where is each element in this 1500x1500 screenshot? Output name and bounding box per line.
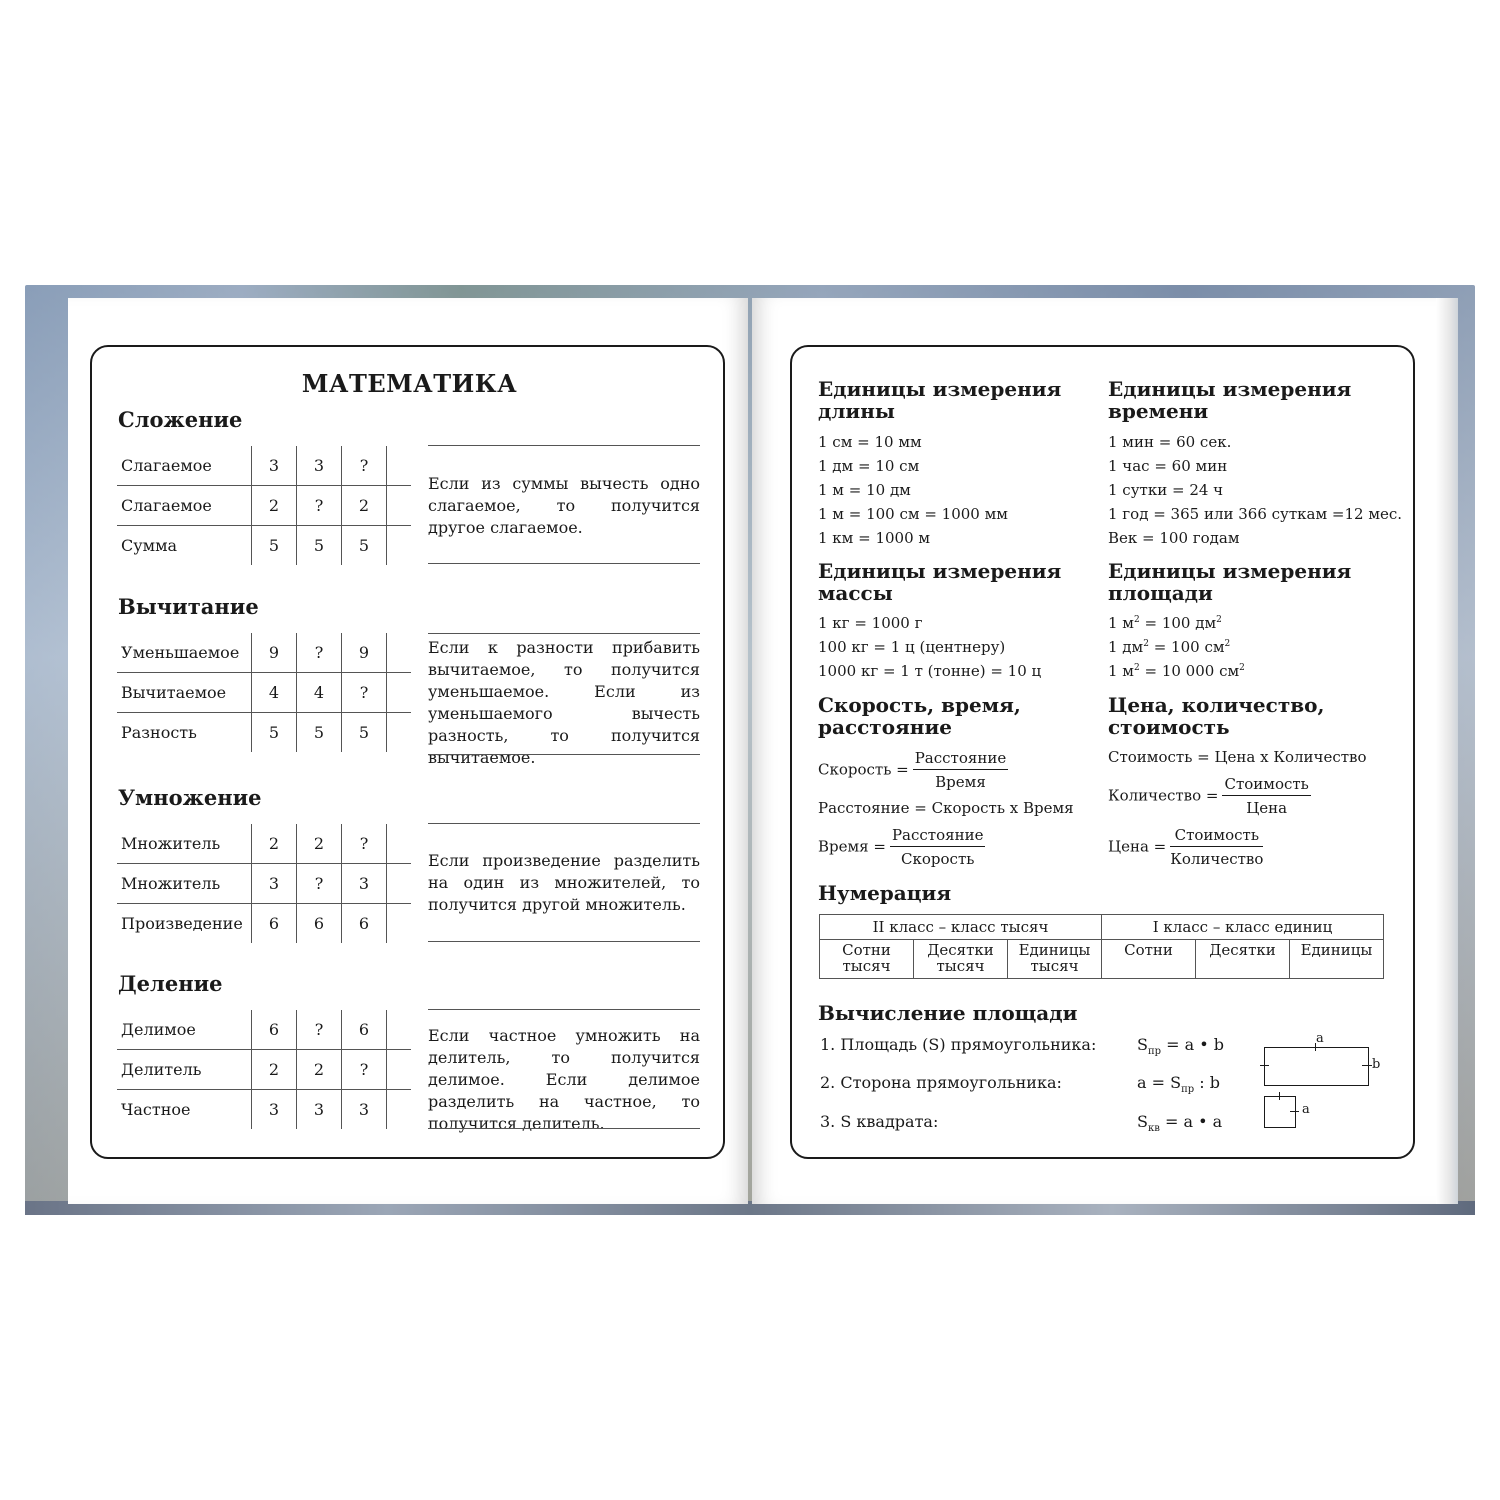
area-calc-line: 3. S квадрата: bbox=[820, 1112, 939, 1131]
divider bbox=[428, 823, 700, 824]
length-item: 1 см = 10 мм bbox=[818, 433, 922, 451]
cost-formula: Стоимость = Цена х Количество bbox=[1108, 748, 1367, 766]
divider bbox=[428, 754, 700, 755]
divider bbox=[428, 941, 700, 942]
time-item: 1 год = 365 или 366 суткам =12 мес. bbox=[1108, 505, 1403, 523]
division-table bbox=[117, 1010, 411, 1129]
table-row: Произведение 6 6 6 bbox=[117, 904, 411, 944]
square-label-a: a bbox=[1302, 1102, 1310, 1117]
length-item: 1 м = 10 дм bbox=[818, 481, 911, 499]
section-heading-addition: Сложение bbox=[118, 407, 243, 432]
divider bbox=[428, 1009, 700, 1010]
time-item: 1 мин = 60 сек. bbox=[1108, 433, 1232, 451]
speed-formula: Скорость = $\frac{\text{Расстояние}}{\text{Время}}$ bbox=[818, 749, 1007, 791]
addition-rule: Если из суммы вычесть одно слагаемое, то получится другое слагаемое. bbox=[428, 474, 700, 537]
multiplication-rule: Если произведение разделить на один из множителей, то получится другой множитель. bbox=[428, 851, 700, 914]
table-row: Уменьшаемое 9 ? 9 bbox=[117, 633, 411, 673]
time-item: 1 сутки = 24 ч bbox=[1108, 481, 1224, 499]
table-row: Делитель 2 2 ? bbox=[117, 1050, 411, 1090]
table-row: Частное 3 3 3 bbox=[117, 1090, 411, 1130]
divider bbox=[428, 445, 700, 446]
table-row: Множитель 3 ? 3 bbox=[117, 864, 411, 904]
square-diagram bbox=[1264, 1096, 1296, 1128]
area-unit-item: 1 $м^2 = 100$ $дм^2$ bbox=[1108, 614, 1222, 632]
subtraction-table bbox=[117, 633, 411, 752]
table-row: Вычитаемое 4 4 ? bbox=[117, 673, 411, 713]
numeration-heading: Нумерация bbox=[818, 881, 952, 905]
divider bbox=[428, 1128, 700, 1129]
speed-heading: Скорость, время, расстояние bbox=[818, 693, 1021, 739]
area-formula: $S_{пр} = a$ • b bbox=[1137, 1035, 1225, 1058]
rectangle-diagram bbox=[1264, 1047, 1369, 1086]
math-panel-left bbox=[90, 345, 725, 1159]
subtraction-rule: Если к разности прибавить вычитаемое, то получится уменьшаемое. Если из уменьшаемого вычесть разность, то получится вычитаемое. bbox=[428, 638, 700, 767]
quantity-formula: Количество = $\frac{\text{Стоимость}}{\text{Цена}}$ bbox=[1108, 775, 1309, 817]
price-heading: Цена, количество, стоимость bbox=[1108, 693, 1325, 739]
mass-heading: Единицы измерения массы bbox=[818, 559, 1062, 605]
area-calc-line: 1. Площадь (S) прямоугольника: bbox=[820, 1035, 1097, 1054]
table-row: Сотни тысяч Десятки тысяч Единицы тысяч Сотни Десятки Единицы bbox=[820, 940, 1384, 979]
table-row: Разность 5 5 5 bbox=[117, 713, 411, 753]
numeration-table bbox=[819, 914, 1384, 979]
rect-label-b: b bbox=[1372, 1057, 1381, 1072]
area-calc-line: 2. Сторона прямоугольника: bbox=[820, 1073, 1062, 1092]
time-item: 1 час = 60 мин bbox=[1108, 457, 1228, 475]
area-units-heading: Единицы измерения площади bbox=[1108, 559, 1352, 605]
table-row: II класс – класс тысяч I класс – класс единиц bbox=[820, 915, 1384, 940]
table-row: Слагаемое 2 ? 2 bbox=[117, 486, 411, 526]
table-row: Сумма 5 5 5 bbox=[117, 526, 411, 566]
length-heading: Единицы измерения длины bbox=[818, 377, 1062, 423]
mass-item: 1 кг = 1000 г bbox=[818, 614, 923, 632]
side-formula: $a = S_{пр}$ : b bbox=[1137, 1073, 1220, 1096]
time-heading: Единицы измерения времени bbox=[1108, 377, 1352, 423]
mass-item: 100 кг = 1 ц (центнеру) bbox=[818, 638, 1006, 656]
page-edge bbox=[1436, 298, 1458, 1204]
mass-item: 1000 кг = 1 т (тонне) = 10 ц bbox=[818, 662, 1042, 680]
time-item: Век = 100 годам bbox=[1108, 529, 1240, 547]
division-rule: Если частное умножить на делитель, то получится делимое. Если делимое разделить на частное, то получится делитель. bbox=[428, 1026, 700, 1133]
distance-formula: Расстояние = Скорость х Время bbox=[818, 799, 1074, 817]
table-row: Множитель 2 2 ? bbox=[117, 824, 411, 864]
length-item: 1 дм = 10 см bbox=[818, 457, 920, 475]
square-formula: $S_{кв} = a$ • a bbox=[1137, 1112, 1223, 1135]
divider bbox=[428, 633, 700, 634]
section-heading-division: Деление bbox=[118, 971, 223, 996]
rect-label-a: a bbox=[1316, 1031, 1324, 1046]
area-unit-item: 1 $м^2 = 10$ 000 $см^2$ bbox=[1108, 662, 1245, 680]
area-unit-item: 1 $дм^2 = 100$ $см^2$ bbox=[1108, 638, 1231, 656]
length-item: 1 км = 1000 м bbox=[818, 529, 931, 547]
section-heading-multiplication: Умножение bbox=[118, 785, 262, 810]
time-formula: Время = $\frac{\text{Расстояние}}{\text{Скорость}}$ bbox=[818, 826, 984, 868]
addition-table bbox=[117, 446, 411, 565]
page-title: МАТЕМАТИКА bbox=[301, 369, 518, 398]
area-calc-heading: Вычисление площади bbox=[818, 1001, 1078, 1025]
length-item: 1 м = 100 см = 1000 мм bbox=[818, 505, 1008, 523]
divider bbox=[428, 563, 700, 564]
table-row: Слагаемое 3 3 ? bbox=[117, 446, 411, 486]
multiplication-table bbox=[117, 824, 411, 943]
table-row: Делимое 6 ? 6 bbox=[117, 1010, 411, 1050]
section-heading-subtraction: Вычитание bbox=[118, 594, 259, 619]
math-panel-right bbox=[790, 345, 1415, 1159]
price-formula: Цена = $\frac{\text{Стоимость}}{\text{Количество}}$ bbox=[1108, 826, 1264, 868]
